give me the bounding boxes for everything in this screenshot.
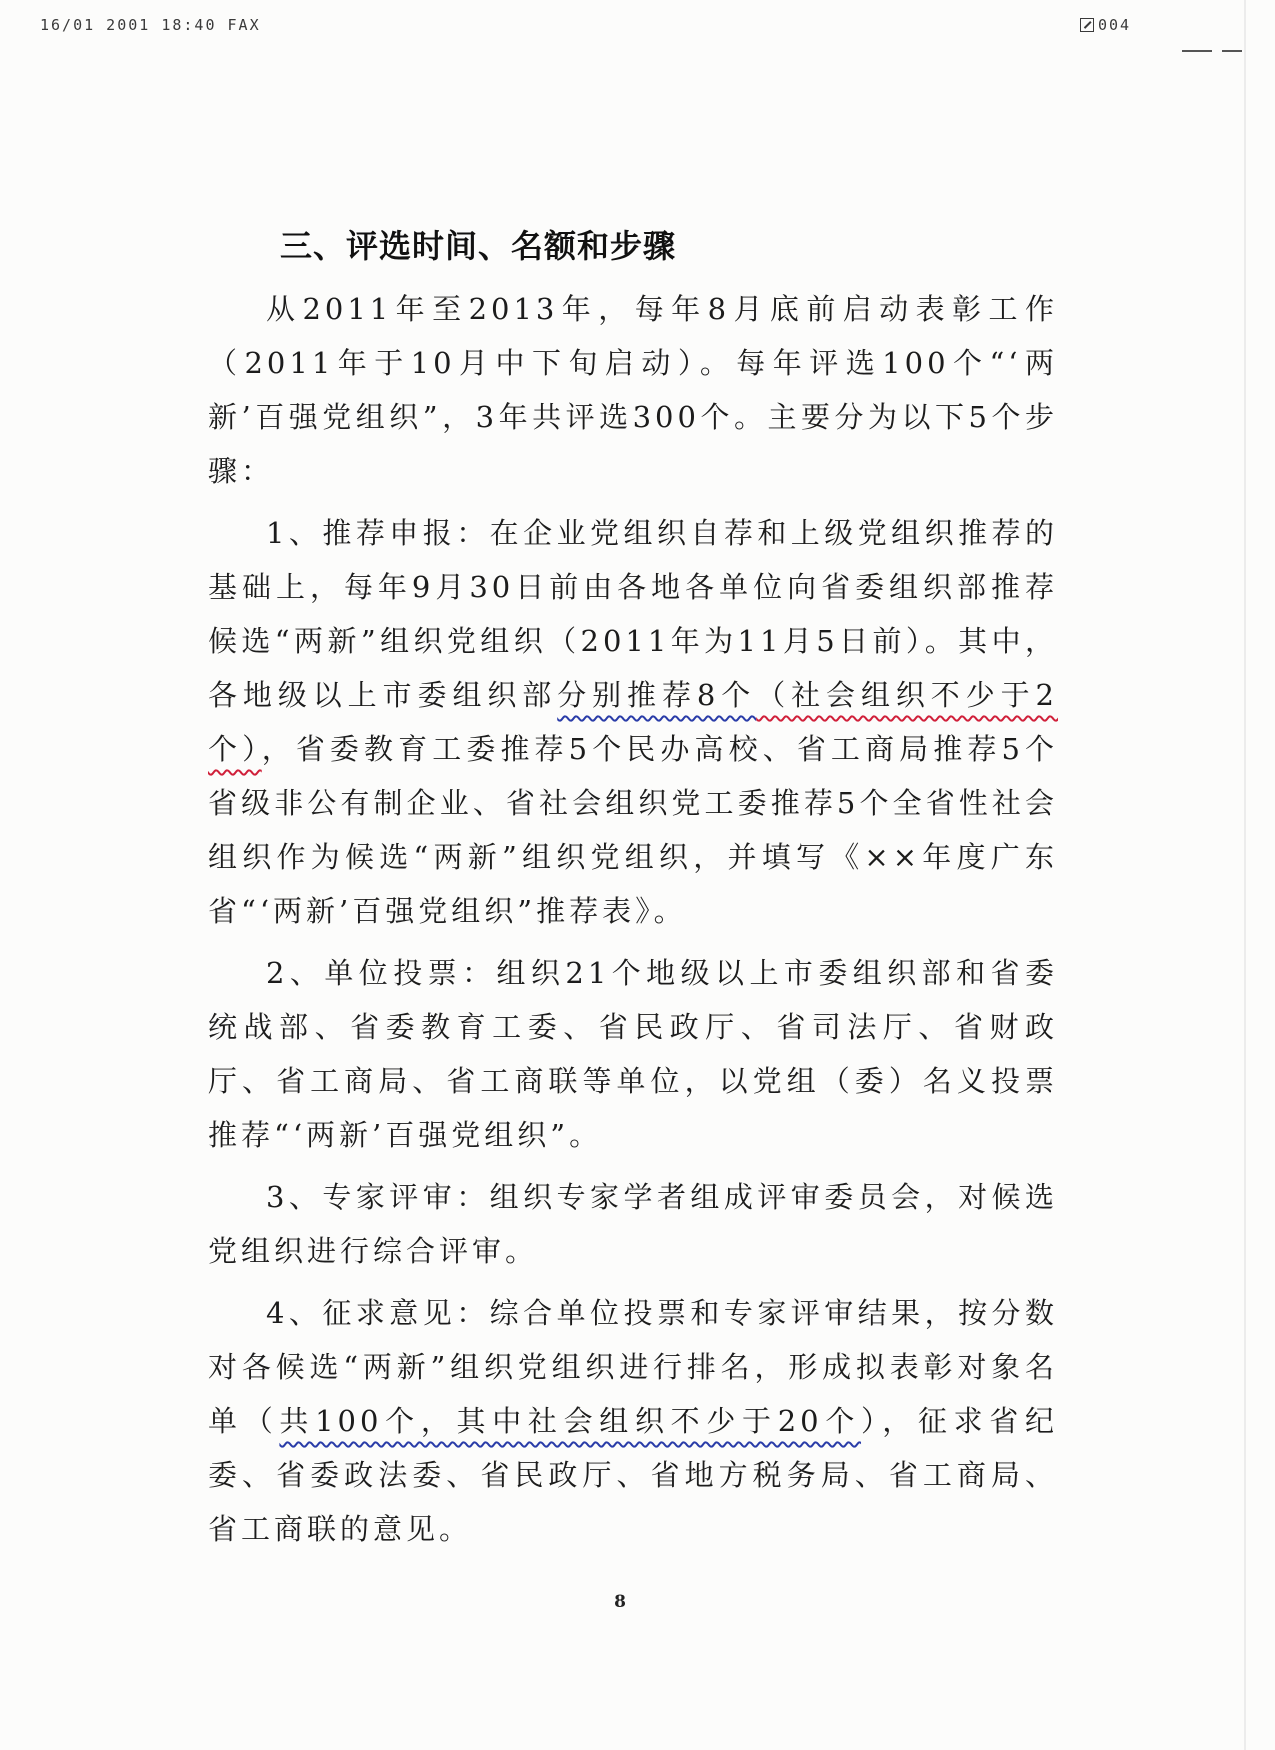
fax-checkbox-icon (1080, 18, 1094, 32)
intro-paragraph: 从2011年至2013年，每年8月底前启动表彰工作（2011年于10月中下旬启动）。每年评选100个“‘两新’百强党组织”，3年共评选300个。主要分为以下5个步骤： (208, 292, 1058, 488)
scan-edge (1244, 0, 1246, 1750)
header-rule-left (1182, 50, 1212, 52)
step1-text-a: 1、推荐申报：在企业党组织自荐和上级党组织推荐的基础上，每年9月30日前由各地各单位向省委组织部推荐候选“两新”组织党组织（2011年为11月5日前）。其中，各地级以上市委组织部 (208, 516, 1058, 712)
step4-underline-total: 共100个，其中社会组织不少于20个 (279, 1404, 862, 1438)
step3-paragraph: 3、专家评审：组织专家学者组成评审委员会，对候选党组织进行综合评审。 (208, 1180, 1058, 1268)
page-number: 8 (614, 1592, 626, 1612)
step1-underline-social: （社会组织不少于2个） (208, 678, 1058, 766)
header-rule-right (1222, 50, 1242, 52)
fax-timestamp: 16/01 2001 18:40 FAX (40, 16, 261, 34)
step1-paragraph (208, 506, 1058, 938)
section-title: 三、评选时间、名额和步骤 (280, 227, 677, 265)
step4-paragraph (208, 1286, 1058, 1556)
fax-page-code-text: 004 (1098, 16, 1132, 34)
step2-paragraph: 2、单位投票：组织21个地级以上市委组织部和省委统战部、省委教育工委、省民政厅、省司法厅、省财政厅、省工商局、省工商联等单位，以党组（委）名义投票推荐“‘两新’百强党组织”。 (208, 956, 1058, 1152)
step1-text-b: ，省委教育工委推荐5个民办高校、省工商局推荐5个省级非公有制企业、省社会组织党工委推荐5个全省性社会组织作为候选“两新”组织党组织，并填写《××年度广东省“‘两新’百强党组织”推荐表》。 (208, 732, 1058, 928)
step4-text-b: ），征求省纪委、省委政法委、省民政厅、省地方税务局、省工商局、省工商联的意见。 (208, 1404, 1058, 1546)
step1-underline-quota: 分别推荐8个 (557, 678, 757, 712)
document-body (208, 220, 1058, 1556)
step4-text-a: 4、征求意见：综合单位投票和专家评审结果，按分数对各候选“两新”组织党组织进行排名，形成拟表彰对象名单（ (208, 1296, 1058, 1438)
fax-page-code (1080, 16, 1131, 34)
